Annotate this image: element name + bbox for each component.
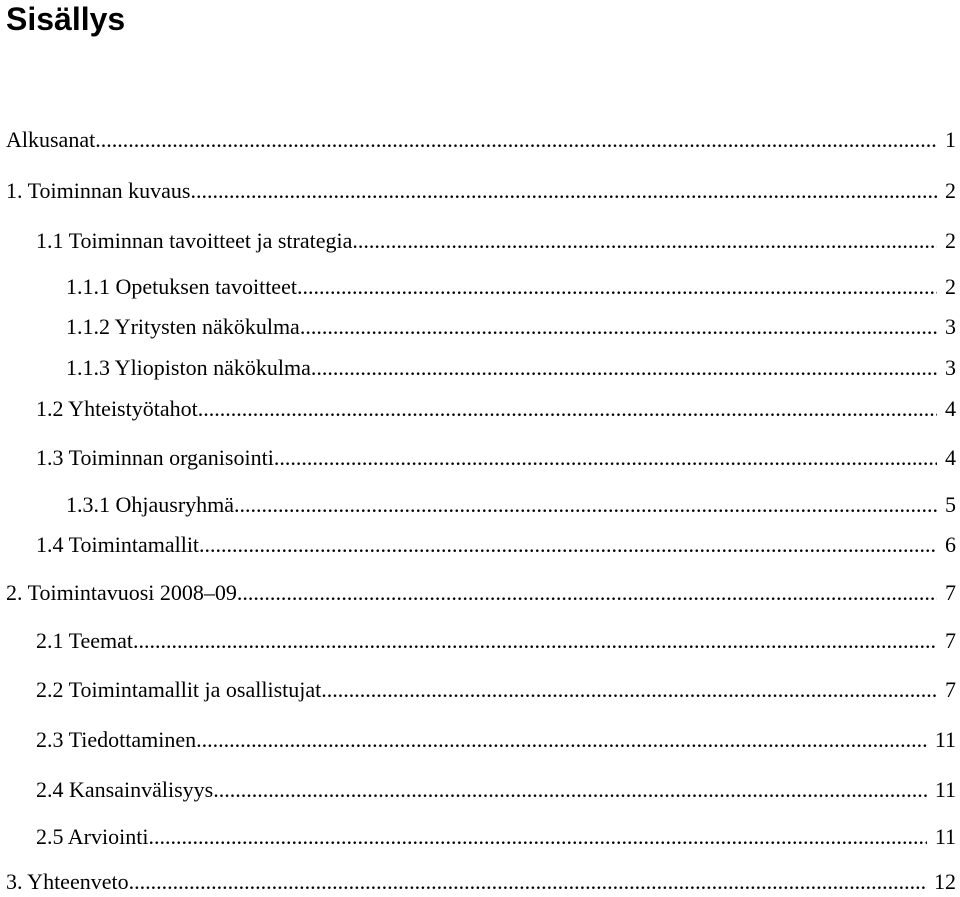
toc-entry-page: 7 [945,677,956,702]
toc-entry-page: 11 [934,727,956,752]
toc-entry-1-3[interactable] [36,443,956,473]
toc-entry-label: 1.3 Toiminnan organisointi [36,445,274,470]
toc-entry-1[interactable] [6,176,956,206]
toc-entry-page: 3 [945,355,956,380]
dot-leader [237,578,937,608]
toc-entry-3[interactable] [6,867,956,897]
toc-entry-1-4[interactable] [36,530,956,560]
toc-entry-1-1[interactable] [36,226,956,256]
toc-entry-label: 2. Toimintavuosi 2008–09 [6,580,237,605]
dot-leader [234,490,937,520]
toc-entry-page: 4 [945,445,956,470]
toc-entry-label: 1. Toiminnan kuvaus [6,178,191,203]
dot-leader [311,353,937,383]
toc-entry-page: 12 [934,869,956,894]
toc-entry-label: 1.1.2 Yritysten näkökulma [66,314,300,339]
toc-entry-2-5[interactable] [36,822,956,852]
toc-entry-label: 1.2 Yhteistyötahot [36,396,198,421]
toc-entry-label: Alkusanat [6,127,96,152]
toc-entry-page: 2 [945,228,956,253]
dot-leader [129,867,926,897]
toc-entry-label: 1.1.1 Opetuksen tavoitteet [66,274,297,299]
toc-entry-page: 2 [945,178,956,203]
toc-entry-2-1[interactable] [36,626,956,656]
toc-entry-label: 2.5 Arviointi [36,824,149,849]
toc-entry-2-3[interactable] [36,725,956,755]
dot-leader [300,312,937,342]
dot-leader [321,675,937,705]
toc-entry-page: 7 [945,580,956,605]
toc-entry-page: 3 [945,314,956,339]
toc-entry-label: 1.1.3 Yliopiston näkökulma [66,355,311,380]
toc-entry-page: 6 [945,532,956,557]
dot-leader [190,176,937,206]
toc-entry-page: 5 [945,492,956,517]
toc-entry-label: 1.1 Toiminnan tavoitteet ja strategia [36,228,353,253]
dot-leader [274,443,937,473]
dot-leader [297,272,937,302]
toc-entry-page: 2 [945,274,956,299]
dot-leader [213,775,927,805]
toc-entry-alkusanat[interactable] [6,125,956,155]
toc-entry-page: 11 [934,824,956,849]
toc-entry-1-2[interactable] [36,394,956,424]
dot-leader [148,822,926,852]
toc-entry-1-1-2[interactable] [66,312,956,342]
dot-leader [199,530,937,560]
toc-entry-label: 2.3 Tiedottaminen [36,727,197,752]
toc-entry-2-2[interactable] [36,675,956,705]
toc-entry-1-1-3[interactable] [66,353,956,383]
page-title: Sisällys [6,1,126,37]
toc-entry-page: 11 [934,777,956,802]
toc-entry-label: 1.4 Toimintamallit [36,532,200,557]
dot-leader [198,394,937,424]
toc-entry-label: 2.1 Teemat [36,628,134,653]
dot-leader [196,725,927,755]
toc-entry-1-1-1[interactable] [66,272,956,302]
toc-entry-label: 3. Yhteenveto [6,869,129,894]
toc-entry-page: 4 [945,396,956,421]
toc-entry-label: 1.3.1 Ohjausryhmä [66,492,235,517]
dot-leader [95,125,937,155]
toc-entry-label: 2.4 Kansainvälisyys [36,777,214,802]
toc-entry-page: 1 [945,127,956,152]
toc-entry-page: 7 [945,628,956,653]
toc-entry-label: 2.2 Toimintamallit ja osallistujat [36,677,322,702]
dot-leader [352,226,937,256]
toc-entry-1-3-1[interactable] [66,490,956,520]
toc-entry-2-4[interactable] [36,775,956,805]
dot-leader [133,626,937,656]
toc-entry-2[interactable] [6,578,956,608]
